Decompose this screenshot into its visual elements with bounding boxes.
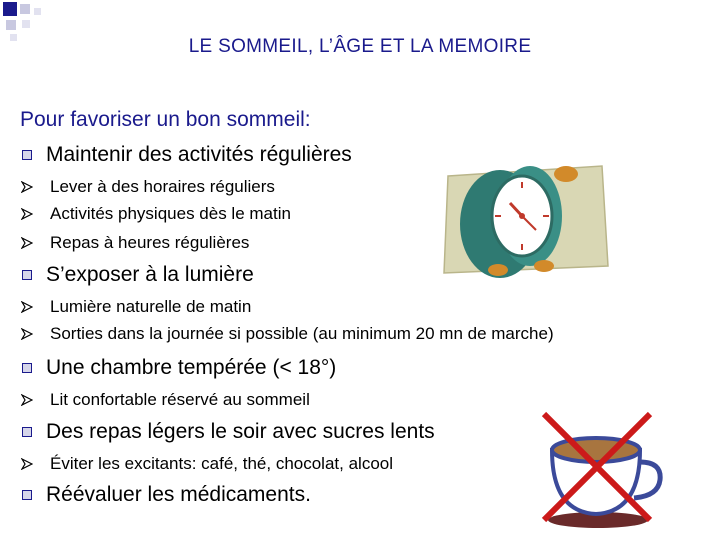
alarm-clock-icon <box>440 148 610 283</box>
list-item-text: Une chambre tempérée (< 18°) <box>46 356 337 379</box>
list-item-text: Sorties dans la journée si possible (au minimum 20 mn de marche) <box>50 324 554 343</box>
list-item-text: Lever à des horaires réguliers <box>50 177 275 196</box>
arrow-bullet-icon <box>20 208 34 220</box>
list-item-text: Lit confortable réservé au sommeil <box>50 390 310 409</box>
list-item-text: Repas à heures régulières <box>50 233 250 252</box>
arrow-bullet-icon <box>20 394 34 406</box>
list-item-text: Activités physiques dès le matin <box>50 204 291 223</box>
square-bullet-icon <box>20 150 34 160</box>
section-heading: Pour favoriser un bon sommeil: <box>20 108 311 131</box>
square-bullet-icon <box>20 427 34 437</box>
arrow-bullet-icon <box>20 458 34 470</box>
square-bullet-icon <box>20 363 34 373</box>
list-item-sub <box>20 324 554 344</box>
list-item-text: Maintenir des activités régulières <box>46 143 352 166</box>
list-item-text: Lumière naturelle de matin <box>50 297 252 316</box>
arrow-bullet-icon <box>20 237 34 249</box>
list-item-sub <box>20 454 393 474</box>
list-item-sub <box>20 233 249 253</box>
list-item-sub <box>20 204 291 224</box>
square-bullet-icon <box>20 490 34 500</box>
list-item-main <box>20 263 254 287</box>
list-item-sub <box>20 390 310 410</box>
arrow-bullet-icon <box>20 181 34 193</box>
list-item-text: Réévaluer les médicaments. <box>46 483 311 506</box>
list-item-text: S’exposer à la lumière <box>46 263 254 286</box>
list-item-sub <box>20 297 251 317</box>
list-item-main <box>20 356 336 380</box>
list-item-sub <box>20 177 275 197</box>
slide-title: LE SOMMEIL, L’ÂGE ET LA MEMOIRE <box>188 36 532 57</box>
list-item-text: Éviter les excitants: café, thé, chocolat, alcool <box>50 454 394 473</box>
list-item-main <box>20 483 311 507</box>
crossed-coffee-cup-icon <box>538 410 668 530</box>
list-item-text: Des repas légers le soir avec sucres lents <box>46 420 435 443</box>
arrow-bullet-icon <box>20 328 34 340</box>
list-item-main <box>20 143 352 167</box>
list-item-main <box>20 420 435 444</box>
square-bullet-icon <box>20 270 34 280</box>
arrow-bullet-icon <box>20 301 34 313</box>
